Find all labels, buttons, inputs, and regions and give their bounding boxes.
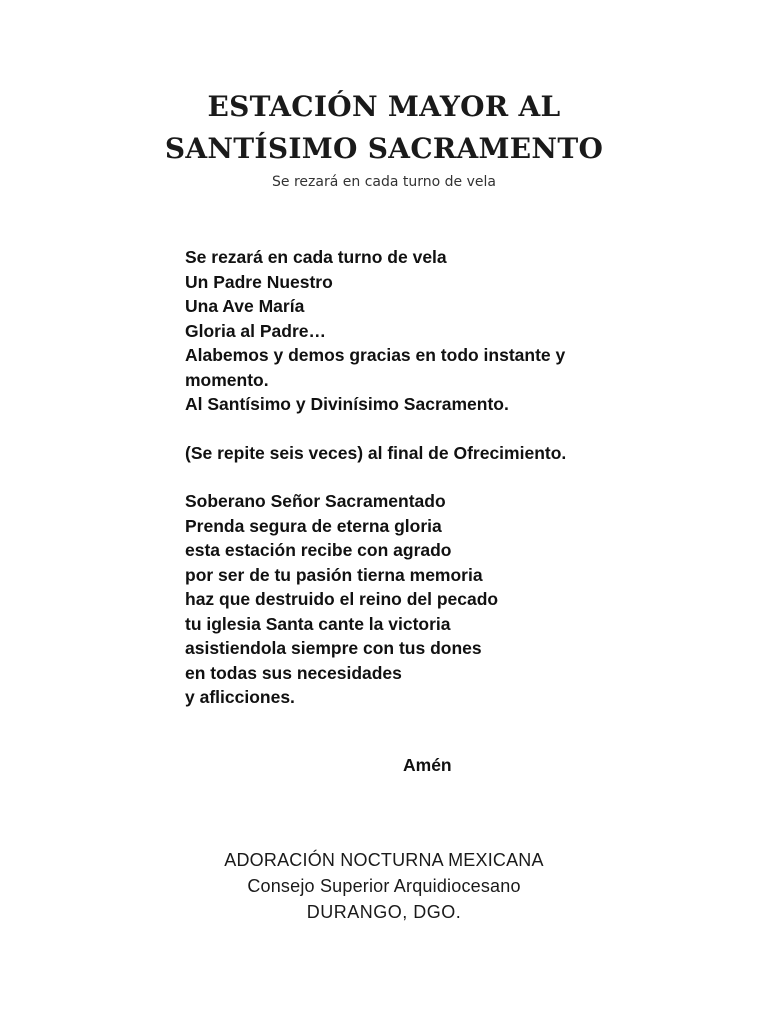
verse-line: haz que destruido el reino del pecado [185, 589, 499, 609]
prayer-line: Se rezará en cada turno de vela [185, 247, 447, 267]
prayer-line: Alabemos y demos gracias en todo instante y [185, 345, 566, 365]
verse-line: y aflicciones. [185, 687, 295, 707]
verse-line: Prenda segura de eterna gloria [185, 515, 442, 536]
prayer-line: Gloria al Padre… [185, 320, 327, 341]
prayer-line: Al Santísimo y Divinísimo Sacramento. [185, 394, 509, 414]
verse-line: en todas sus necesidades [185, 662, 402, 683]
repetition-note: (Se repite seis veces) al final de Ofrecimiento. [185, 442, 567, 463]
closing-amen: Amén [403, 755, 452, 775]
verse-line: esta estación recibe con agrado [185, 540, 452, 560]
footer-council: Consejo Superior Arquidiocesano [247, 876, 521, 896]
prayer-line: Una Ave María [185, 296, 305, 316]
document-title-line-2: SANTÍSIMO SACRAMENTO [164, 132, 604, 165]
paragraph-gap [185, 465, 635, 489]
paragraph-gap [185, 417, 635, 441]
verse-line: Soberano Señor Sacramentado [185, 491, 446, 511]
verse-line: asistiendola siempre con tus dones [185, 638, 482, 658]
prayer-body [185, 245, 635, 710]
verse-line: por ser de tu pasión tierna memoria [185, 564, 483, 585]
prayer-line: Un Padre Nuestro [185, 271, 333, 292]
footer-organization: ADORACIÓN NOCTURNA MEXICANA [224, 850, 544, 870]
document-subtitle: Se rezará en cada turno de vela [272, 174, 496, 190]
verse-line: tu iglesia Santa cante la victoria [185, 613, 451, 634]
document-title-line-1: ESTACIÓN MAYOR AL [207, 90, 561, 123]
footer-location: DURANGO, DGO. [306, 902, 462, 922]
prayer-line: momento. [185, 369, 269, 390]
